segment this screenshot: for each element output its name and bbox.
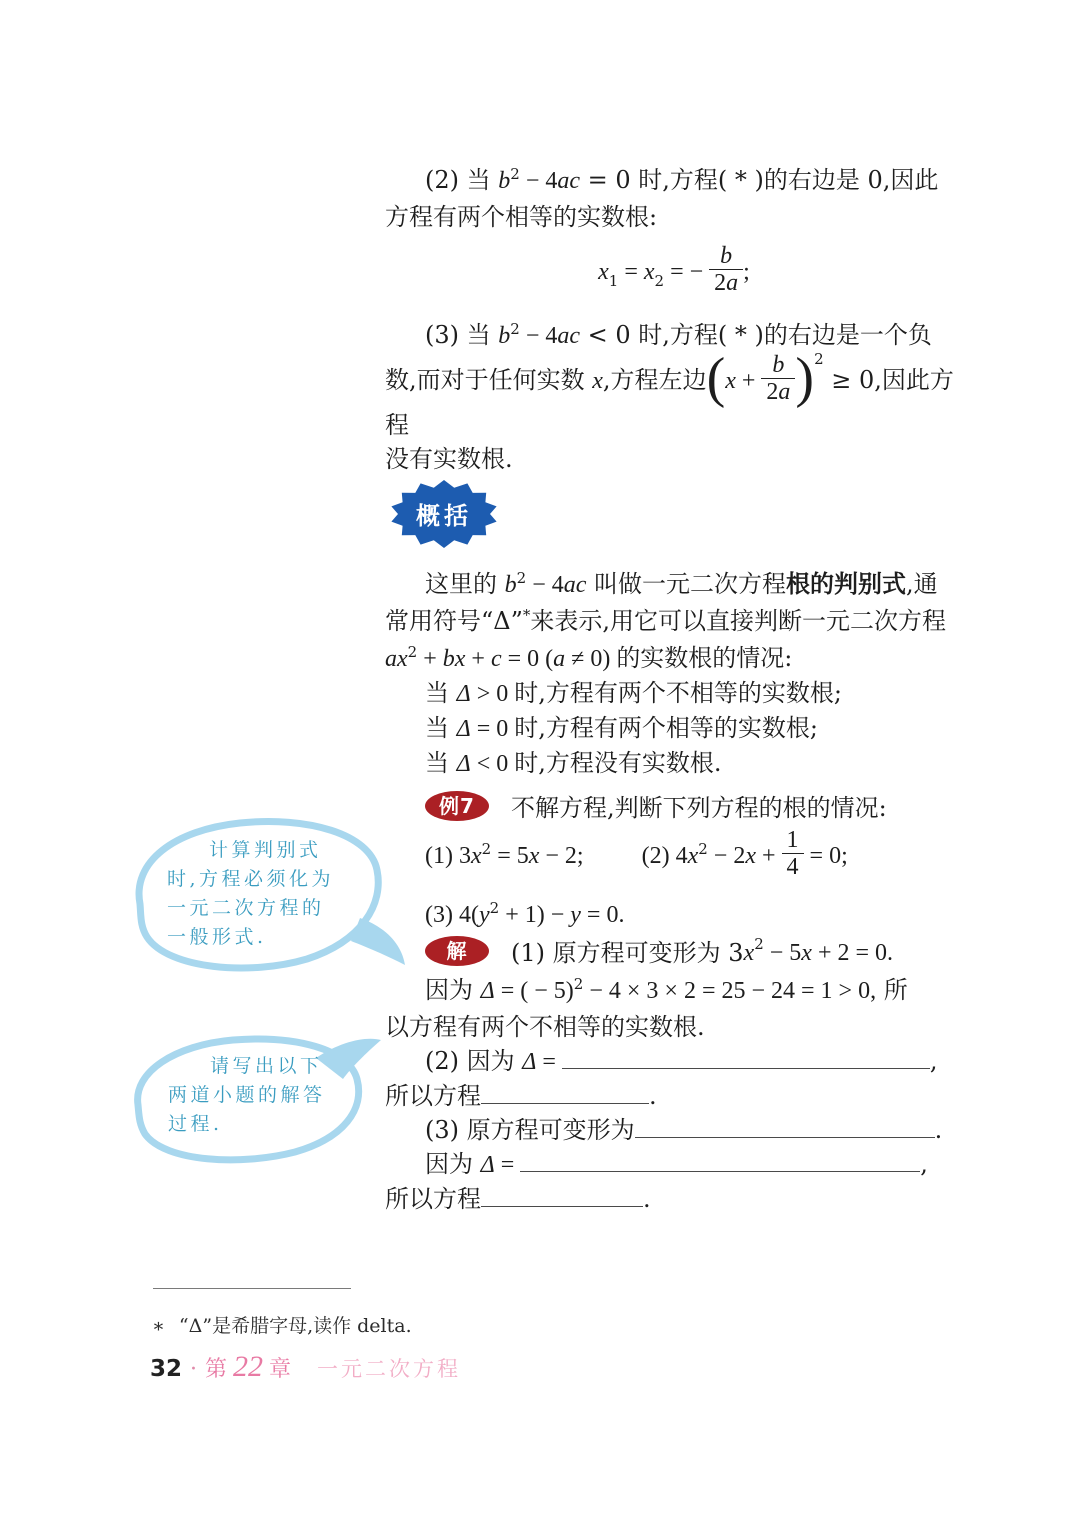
text-run: 当	[425, 679, 457, 707]
text-line	[385, 897, 963, 934]
speech-bubble-write-solution	[113, 1028, 393, 1178]
text-line	[385, 346, 963, 442]
equal-roots-formula	[385, 243, 963, 299]
summary-badge-label: 概括	[416, 501, 472, 530]
example-heading	[385, 791, 963, 825]
footnote-marker: ∗	[152, 1315, 165, 1337]
speech-bubble-line: 过程.	[168, 1113, 223, 1135]
text-run: ;	[743, 259, 750, 285]
summary-paragraph	[385, 567, 963, 678]
text-run: > 0	[470, 681, 515, 707]
text-line	[385, 936, 963, 970]
text-run: Δ	[480, 1152, 495, 1178]
text-run: 2	[510, 165, 520, 183]
text-run: 1	[786, 827, 799, 853]
text-run: 2	[698, 840, 708, 858]
text-run: 2	[481, 840, 492, 858]
chapter-unit: 章	[269, 1357, 292, 1382]
text-run: 所以方程	[385, 1082, 481, 1110]
text-run: 因为	[425, 976, 481, 1004]
speech-bubble-tail	[351, 918, 405, 965]
footer-separator: ·	[190, 1357, 198, 1382]
text-line	[385, 676, 963, 711]
text-run: x	[528, 843, 540, 869]
text-run: Δ	[480, 978, 495, 1004]
text-run: .	[649, 1082, 657, 1110]
text-run: − 4 × 3 × 2 = 25 − 24 = 1 > 0,	[583, 978, 877, 1004]
fill-in-blank	[562, 1065, 930, 1069]
text-run: a	[385, 646, 397, 672]
solution-reasoning	[385, 973, 963, 1044]
text-run: = 0;	[803, 843, 848, 869]
case3-paragraph	[385, 318, 963, 476]
text-run: x	[743, 940, 755, 966]
fraction	[761, 352, 795, 405]
speech-bubble-line: 一般形式.	[167, 926, 267, 948]
example-equations-12	[385, 827, 963, 883]
text-line	[385, 318, 963, 355]
text-line	[385, 200, 963, 234]
text-run: (3) 当	[425, 321, 499, 349]
text-run: 当	[425, 749, 457, 777]
text-run: ac	[557, 168, 581, 194]
text-run: 所	[876, 976, 908, 1004]
text-run: 以方程有两个不相等的实数根.	[385, 1013, 705, 1041]
text-run: − 4	[519, 168, 558, 194]
text-run: + 2 = 0.	[811, 940, 894, 966]
fraction-numerator	[709, 243, 743, 269]
fill-in-blank	[520, 1168, 920, 1172]
text-run: x	[745, 843, 756, 869]
text-run: 2	[573, 975, 584, 993]
text-run: 所以方程	[385, 1185, 481, 1213]
text-run: +	[735, 368, 762, 394]
speech-bubble-line: 请写出以下	[210, 1055, 323, 1077]
text-run: b	[498, 323, 511, 349]
text-run: 2	[654, 272, 665, 290]
text-run: 常用符号“Δ”	[385, 607, 523, 635]
chapter-title: 一元二次方程	[317, 1357, 462, 1381]
text-run: =	[618, 259, 644, 285]
fill-in-blank	[481, 1100, 649, 1104]
text-run: 根的判别式	[786, 569, 907, 598]
fill-in-blank	[481, 1203, 643, 1207]
text-run: x	[592, 368, 603, 394]
text-run: − 5	[763, 940, 802, 966]
fraction-numerator	[761, 352, 795, 378]
text-run: (2) 当	[425, 166, 499, 194]
text-run: 2	[754, 935, 764, 953]
discriminant-cases	[385, 676, 963, 781]
text-run: = 0.	[580, 902, 625, 928]
text-run: ,	[920, 1150, 928, 1178]
text-run: x	[470, 843, 482, 869]
fraction-denominator	[782, 853, 804, 880]
text-run: = 0 (	[501, 646, 554, 672]
text-run: *	[522, 606, 531, 624]
text-line	[385, 567, 963, 604]
text-run: +	[755, 843, 782, 869]
text-run: 当	[425, 714, 457, 742]
page-number: 32	[150, 1356, 183, 1382]
text-run: +	[417, 646, 443, 672]
text-run: x	[801, 940, 812, 966]
text-run: = 0	[470, 716, 515, 742]
example-equation-3	[385, 897, 963, 934]
speech-bubble-line: 一元二次方程的	[167, 897, 325, 919]
fraction	[709, 243, 743, 296]
text-run: 的实数根的情况:	[616, 644, 793, 672]
text-line	[385, 243, 963, 299]
fill-in-blank	[635, 1134, 935, 1138]
text-run: = 5	[491, 843, 529, 869]
text-run: b	[498, 168, 511, 194]
text-run: 2	[714, 270, 727, 296]
text-run: x	[454, 646, 466, 672]
case2-paragraph	[385, 163, 963, 234]
text-line	[385, 163, 963, 200]
text-run: − 2;	[539, 843, 584, 869]
text-run: 叫做一元二次方程	[586, 570, 787, 598]
text-run: Δ	[522, 1049, 537, 1075]
text-run: a	[553, 646, 566, 672]
text-run: 4	[786, 854, 799, 880]
text-line	[385, 604, 963, 641]
text-run: b	[442, 646, 455, 672]
text-run: .	[643, 1185, 651, 1213]
chapter-number: 22	[233, 1350, 264, 1383]
speech-bubble-text	[168, 1052, 348, 1139]
text-run: = 0 时,方程( * )的右边是 0,因此	[580, 166, 939, 194]
text-run: 1	[608, 272, 619, 290]
text-run: 方程有两个相等的实数根:	[385, 203, 658, 231]
text-run: = ( − 5)	[494, 978, 574, 1004]
text-run: .	[934, 1116, 943, 1144]
text-run: Δ	[456, 751, 471, 777]
text-line	[385, 973, 963, 1010]
text-run: ac	[557, 323, 581, 349]
text-run: − 2	[707, 843, 746, 869]
text-run: 2	[766, 379, 779, 405]
text-run: < 0	[470, 751, 515, 777]
text-run: ,方程左边	[602, 366, 707, 394]
text-line	[385, 641, 963, 678]
text-run: y	[570, 902, 581, 928]
text-line	[385, 1147, 963, 1182]
text-run: x	[598, 259, 609, 285]
text-run: (1) 原方程可变形为 3	[511, 939, 744, 967]
text-run: 时,方程有两个不相等的实数根;	[514, 679, 842, 707]
speech-bubble-general-form	[110, 810, 410, 990]
text-run: =	[494, 1152, 521, 1178]
text-run: x	[687, 843, 699, 869]
text-run: +	[465, 646, 491, 672]
text-run: 不解方程,判断下列方程的根的情况:	[511, 794, 887, 822]
footnote	[152, 1311, 412, 1338]
text-line	[385, 1010, 963, 1044]
fill-in-section	[385, 1044, 963, 1216]
solution-heading	[385, 936, 963, 970]
text-run: 这里的	[425, 570, 505, 598]
text-run: Δ	[456, 681, 471, 707]
text-run: ,	[929, 1047, 938, 1075]
big-paren: )	[795, 346, 815, 409]
text-run: 数,而对于任何实数	[385, 366, 593, 394]
text-run: a	[726, 270, 739, 296]
text-run: Δ	[456, 716, 471, 742]
solution-badge: 解	[425, 936, 489, 966]
text-run: 2	[814, 350, 824, 368]
speech-bubble-line: 计算判别式	[209, 839, 322, 861]
text-line	[385, 746, 963, 781]
text-line	[385, 442, 963, 476]
text-run: c	[490, 646, 502, 672]
text-run: 时,方程有两个相等的实数根;	[514, 714, 818, 742]
text-line	[385, 1182, 963, 1216]
text-run: (3) 原方程可变形为	[425, 1116, 635, 1144]
fraction-denominator	[761, 378, 795, 405]
text-line	[385, 1079, 963, 1113]
text-run: (1) 3	[425, 843, 471, 869]
footnote-text: “Δ”是希腊字母,读作 delta.	[178, 1315, 412, 1337]
text-run: 2	[407, 643, 418, 661]
fraction	[782, 827, 804, 880]
text-run: − 4	[519, 323, 558, 349]
text-run: ,通	[906, 570, 938, 598]
example-badge: 例7	[425, 791, 489, 821]
text-run: = −	[664, 259, 710, 285]
text-run: 没有实数根.	[385, 445, 513, 473]
summary-badge	[388, 478, 504, 552]
speech-bubble-line: 时,方程必须化为	[167, 868, 335, 890]
text-run: a	[778, 379, 791, 405]
big-paren: (	[706, 346, 726, 409]
fraction-numerator	[782, 827, 804, 853]
text-run: (2) 因为	[425, 1047, 523, 1075]
text-run: b	[720, 243, 733, 269]
text-run: y	[478, 902, 490, 928]
text-run: + 1) −	[499, 902, 571, 928]
text-run: b	[772, 352, 785, 378]
text-run: 2	[516, 569, 527, 587]
text-run: x	[397, 646, 408, 672]
text-run: < 0 时,方程( * )的右边是一个负	[580, 321, 932, 349]
text-run: ac	[563, 572, 587, 598]
text-run: 来表示,用它可以直接判断一元二次方程	[530, 607, 947, 635]
text-line	[385, 791, 963, 825]
fraction-denominator	[709, 269, 743, 296]
text-run: =	[536, 1049, 562, 1075]
text-run: x	[725, 368, 736, 394]
speech-bubble-text	[167, 836, 359, 952]
text-run: ≠ 0)	[565, 646, 617, 672]
footnote-divider	[153, 1288, 351, 1289]
text-run: ≥ 0,因此方程	[385, 366, 954, 439]
text-run: − 4	[526, 572, 564, 598]
text-line	[385, 827, 963, 883]
text-run: (3) 4(	[425, 902, 479, 928]
text-line	[385, 711, 963, 746]
text-run: 时,方程没有实数根.	[514, 749, 722, 777]
text-line	[385, 1044, 963, 1079]
text-run: (2) 4	[641, 843, 688, 869]
text-run: 因为	[425, 1150, 481, 1178]
text-run: 2	[510, 320, 520, 338]
chapter-prefix: 第	[205, 1357, 228, 1382]
text-run: b	[504, 572, 517, 598]
text-run: 2	[489, 899, 500, 917]
speech-bubble-line: 两道小题的解答	[168, 1084, 326, 1106]
text-run: x	[643, 259, 655, 285]
text-line	[385, 1113, 963, 1147]
page-footer	[150, 1350, 461, 1384]
